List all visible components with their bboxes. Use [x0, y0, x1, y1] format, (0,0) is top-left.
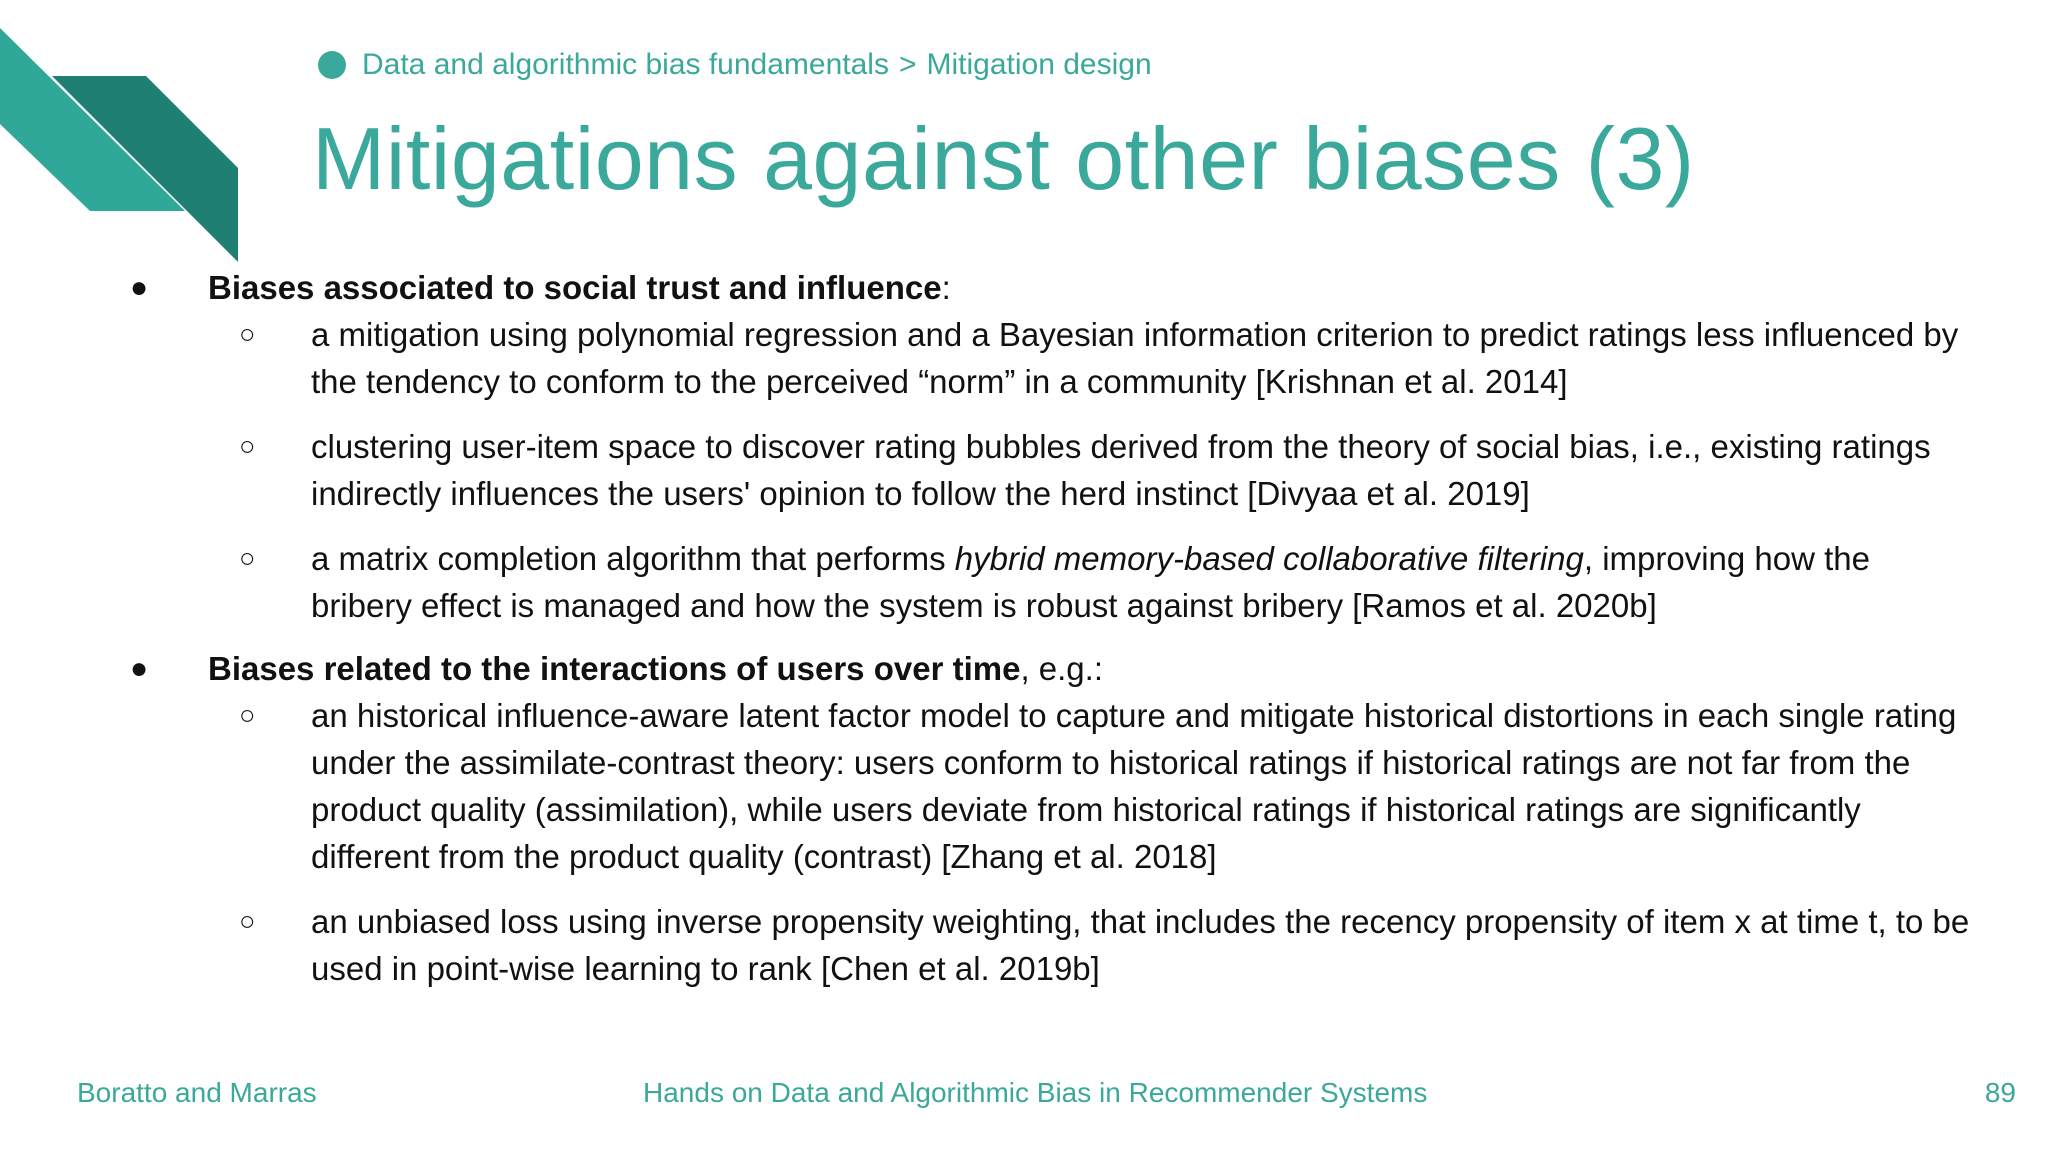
bullet-interactions-over-time [130, 645, 1970, 992]
sub-bullet-list [208, 311, 1970, 629]
bullet-social-trust [130, 264, 1970, 629]
breadcrumb-dot-icon [318, 51, 346, 79]
sub-bullet-text-before: a matrix completion algorithm that performs [311, 540, 955, 577]
logo-stripes [0, 28, 240, 264]
sub-bullet-list [208, 692, 1970, 992]
bullet-heading [208, 264, 1970, 311]
breadcrumb-page: Mitigation design [926, 48, 1152, 81]
bullet-heading-bold: Biases associated to social trust and influence [208, 269, 942, 306]
sub-bullet-marker: ○ [239, 431, 256, 461]
sub-bullet-item [208, 311, 1970, 405]
sub-bullet-marker: ○ [239, 906, 256, 936]
breadcrumb [318, 48, 1152, 82]
bullet-marker: ● [130, 652, 149, 685]
footer-authors: Boratto and Marras [77, 1077, 317, 1108]
sub-bullet-item [208, 535, 1970, 629]
sub-bullet-item [208, 692, 1970, 880]
bullet-heading [208, 645, 1970, 692]
breadcrumb-separator: > [898, 48, 917, 81]
sub-bullet-marker: ○ [239, 700, 256, 730]
sub-bullet-text: an unbiased loss using inverse propensity weighting, that includes the recency propensity of item x at time t, to be used in point-wise learning to rank [Chen et al. 2019b] [311, 903, 1970, 987]
footer-page-number: 89 [1984, 1077, 2016, 1108]
sub-bullet-item [208, 423, 1970, 517]
bullet-heading-bold: Biases related to the interactions of users over time [208, 650, 1021, 687]
sub-bullet-text: clustering user-item space to discover rating bubbles derived from the theory of social bias, i.e., existing ratings indirectly influences the users' opinion to follow the herd instinct [Divyaa et al. 2019] [311, 428, 1931, 512]
sub-bullet-marker: ○ [239, 543, 256, 573]
sub-bullet-text [311, 540, 1870, 624]
footer-course-title: Hands on Data and Algorithmic Bias in Recommender Systems [643, 1077, 1428, 1108]
bullet-heading-rest: : [941, 269, 951, 306]
slide-content [130, 264, 1970, 992]
sub-bullet-item [208, 898, 1970, 992]
sub-bullet-text: an historical influence-aware latent factor model to capture and mitigate historical distortions in each single rating under the assimilate-contrast theory: users conform to historical ratings if historical ratings are not far from the product quality (assimilation), while users deviate from historical ratings if historical ratings are significantly different from the product quality (contrast) [Zhang et al. 2018] [311, 697, 1957, 875]
sub-bullet-text: a mitigation using polynomial regression and a Bayesian information criterion to predict ratings less influenced by the tendency to conform to the perceived “norm” in a community [Krishnan et al. 2014] [311, 316, 1959, 400]
sub-bullet-text-after: , improving how the bribery effect is managed and how the system is robust against bribery [Ramos et al. 2020b] [311, 540, 1871, 624]
page-title: Mitigations against other biases (3) [312, 109, 1695, 208]
sub-bullet-text-italic: hybrid memory-based collaborative filtering [954, 540, 1584, 577]
breadcrumb-section: Data and algorithmic bias fundamentals [362, 48, 889, 81]
bullet-heading-rest: , e.g.: [1020, 650, 1103, 687]
bullet-marker: ● [130, 271, 149, 304]
sub-bullet-marker: ○ [239, 319, 256, 349]
